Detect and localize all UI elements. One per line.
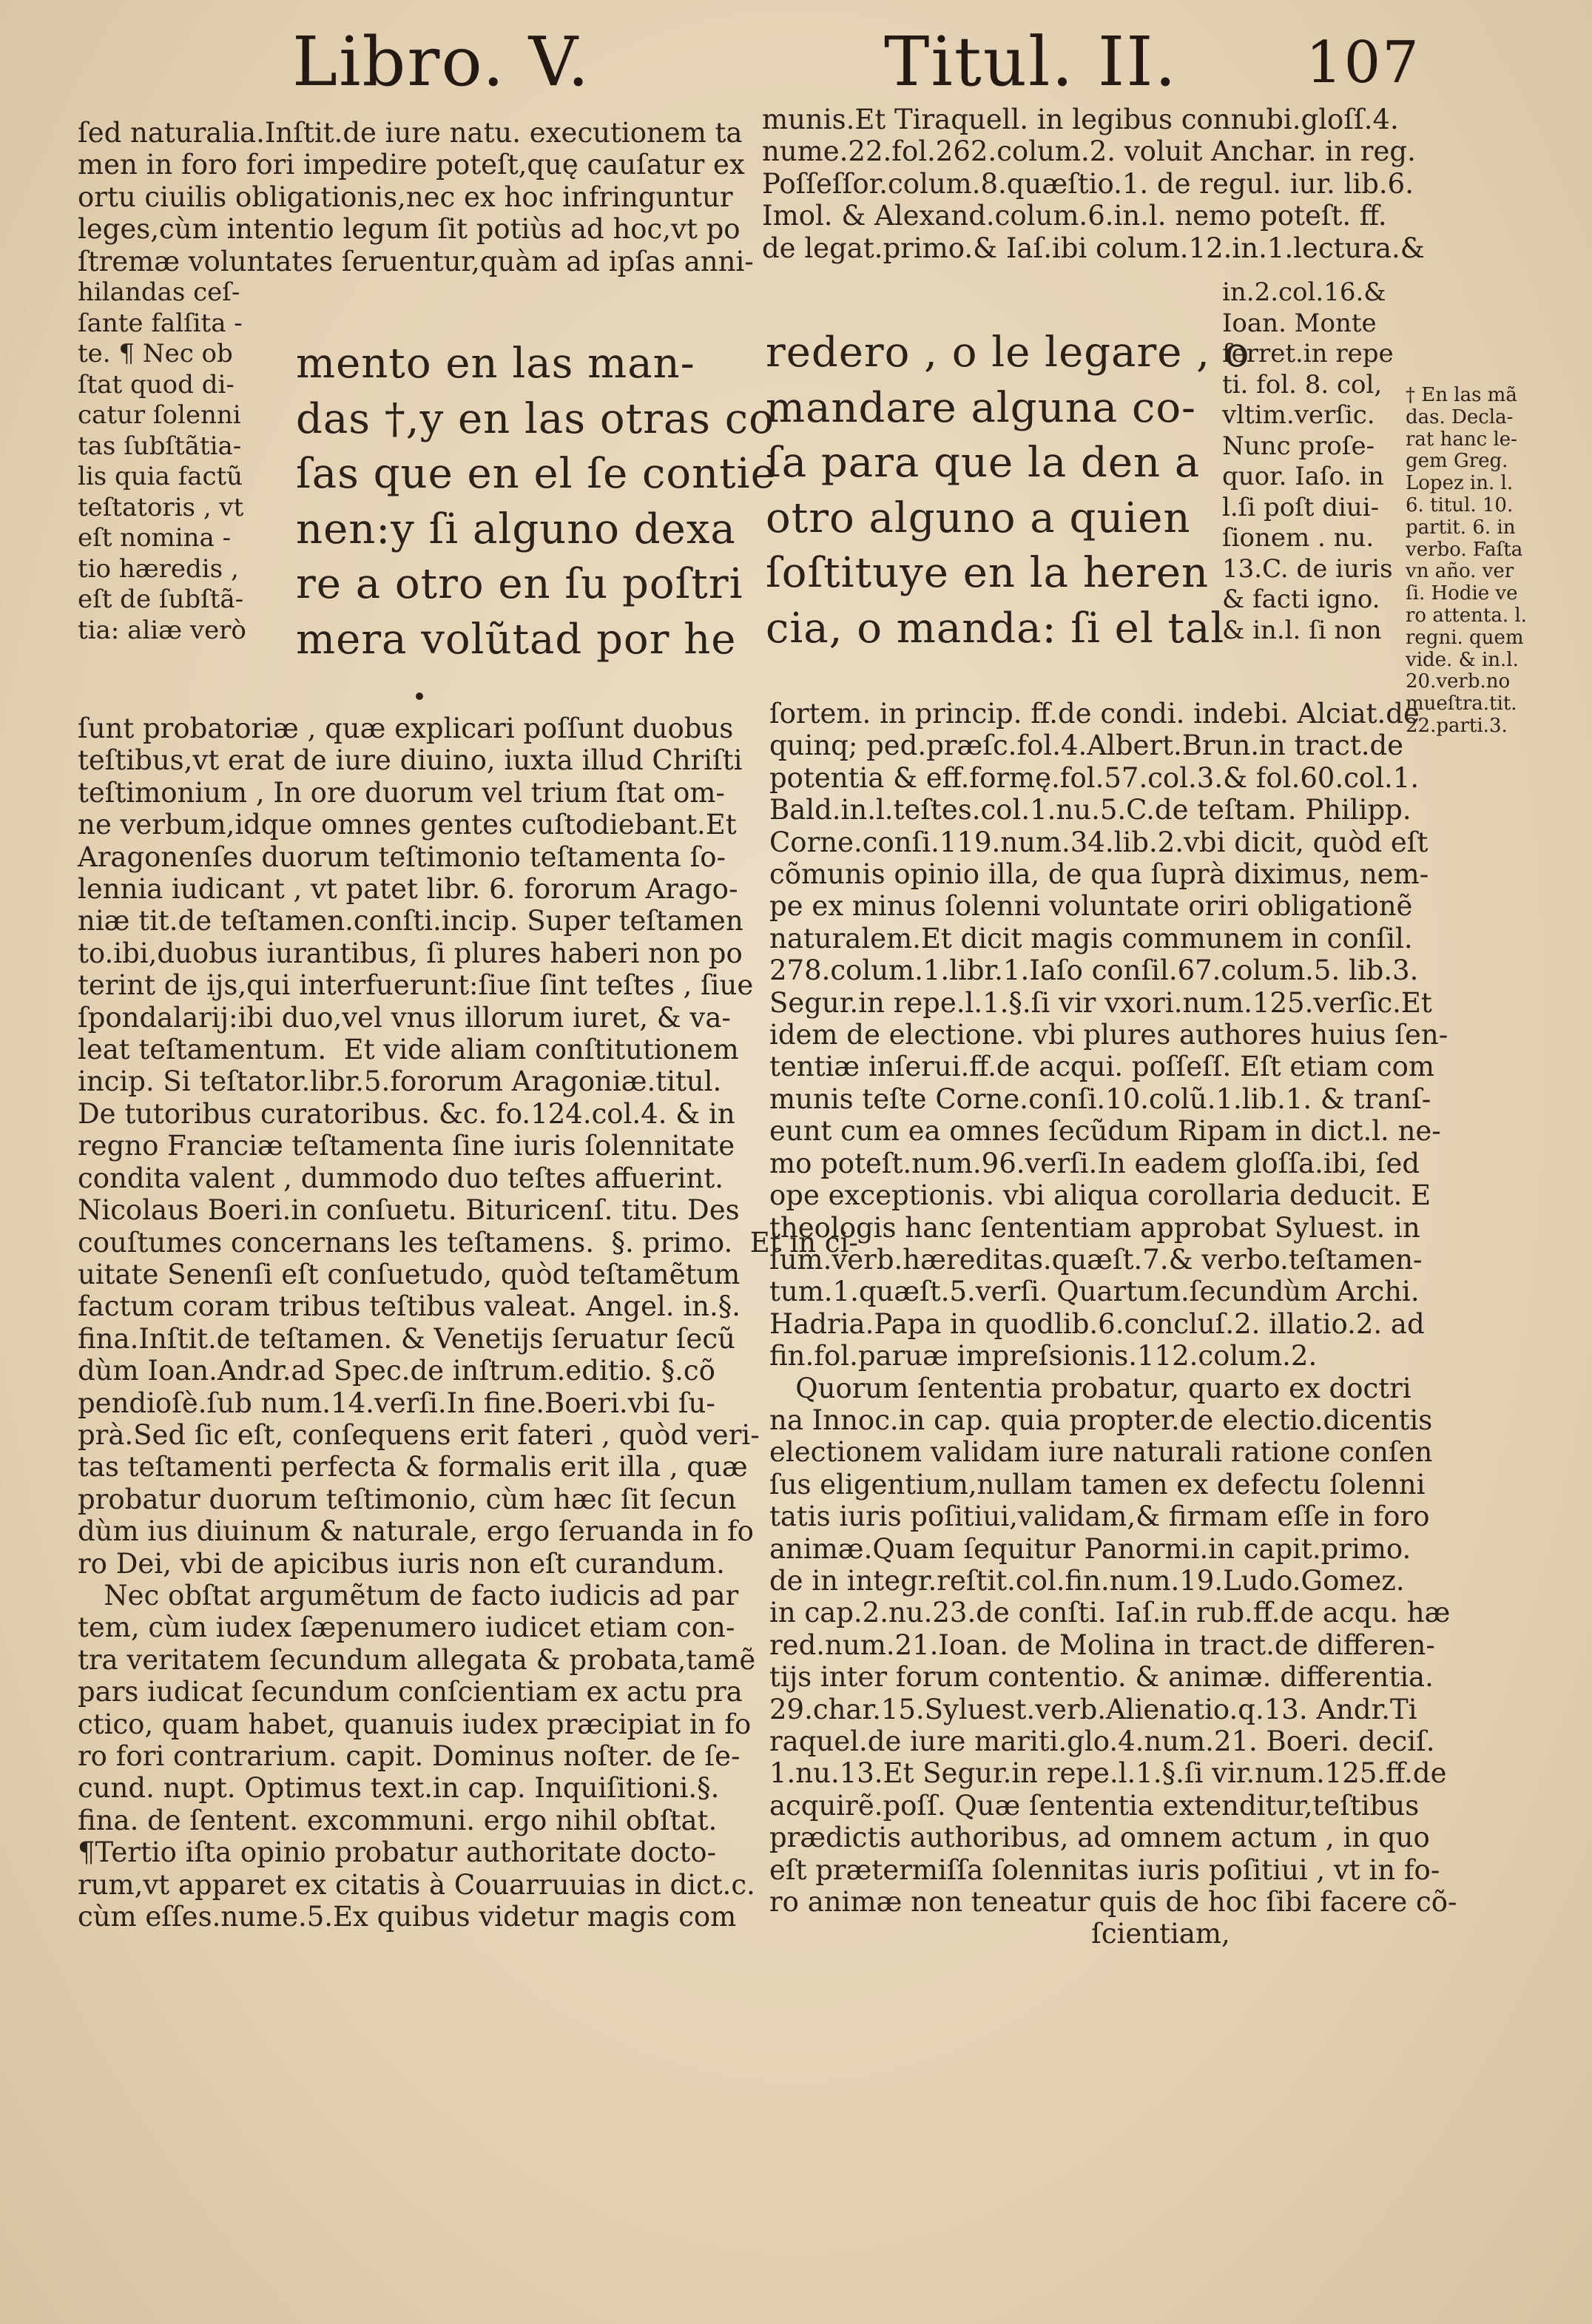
text-line: regni. quem [1406,626,1524,649]
text-line: verbo. Faſta [1406,538,1523,561]
text-line: leges,cùm intentio legum ſit potiùs ad hoc,vt po [78,213,741,246]
text-line: mento en las man- [296,340,695,388]
text-line: tio hæredis , [78,553,239,584]
text-line: eunt cum ea omnes ſecũdum Ripam in dict.l. ne- [769,1115,1441,1148]
text-line: otro alguno a quien [766,494,1191,542]
text-line: fin.fol.paruæ impreſsionis.112.colum.2. [769,1340,1318,1372]
text-line: de in integr.reſtit.col.fin.num.19.Ludo.Gomez. [769,1564,1405,1597]
ornament-dot [416,693,423,700]
text-line: niæ tit.de teſtamen.conſti.incip. Super teſtamen [78,905,743,937]
text-line: pe ex minus ſolenni voluntate oriri obligationẽ [769,890,1413,923]
text-line: to.ibi,duobus iurantibus, ſi plures haberi non po [78,937,743,969]
text-line: mueſtra.tit. [1406,693,1517,715]
text-line: ferret.in repe [1222,339,1394,368]
text-line: naturalem.Et dicit magis communem in conſil. [769,922,1413,954]
text-line: quinq; ped.præſc.fol.4.Albert.Brun.in tract.de [769,730,1404,762]
text-line: ſi. Hodie ve [1406,582,1518,605]
text-line: rum,vt apparet ex citatis à Couarruuias in dict.c. [78,1868,755,1901]
text-line: vltim.verſic. [1222,400,1375,430]
text-line: ſa para que la den a [766,439,1201,487]
text-line: ſortem. in princip. ff.de condi. indebi. Alciat.de [769,698,1420,730]
text-line: cund. nupt. Optimus text.in cap. Inquiſitioni.§. [78,1772,720,1805]
text-line: 278.colum.1.libr.1.Iaſo conſil.67.colum.5. lib.3. [769,954,1419,987]
right-column-top [762,104,1425,264]
text-line: teſtatoris , vt [78,492,244,522]
text-line: theologis hanc ſententiam approbat Syluest. in [769,1211,1420,1244]
text-line: redero , o le legare , o [766,329,1250,377]
text-line: eſt nomina - [78,523,232,553]
text-line: ſante falſita - [78,308,243,338]
text-line: ne verbum,idque omnes gentes cuſtodiebant.Et [78,809,737,841]
text-line: ope exceptionis. vbi aliqua corollaria deducit. E [769,1179,1431,1212]
text-line: Lopez in. l. [1406,472,1514,495]
text-line: Poſſeſſor.colum.8.quæſtio.1. de regul. iur. lib.6. [762,167,1414,200]
text-line: das †,y en las otras co [296,394,775,443]
text-line: partit. 6. in [1406,516,1516,539]
text-line: tia: aliæ verò [78,615,246,645]
left-column-top [78,117,754,277]
text-line: ſed naturalia.Inſtit.de iure natu. executionem ta [78,117,743,149]
text-line: cia, o manda: ſi el tal [766,604,1225,653]
text-line: munis.Et Tiraquell. in legibus connubi.gloſſ.4. [762,104,1399,135]
text-line: tra veritatem ſecundum allegata & probata,tamẽ [78,1643,756,1676]
text-line: ſcientiam, [769,1918,1230,1950]
text-line: mo poteſt.num.96.verſi.In eadem gloſſa.ibi, ſed [769,1147,1420,1179]
text-line: Segur.in repe.l.1.§.ſi vir vxori.num.125.verſic.Et [769,986,1432,1019]
text-line: regno Franciæ teſtamenta ſine iuris ſolennitate [78,1130,735,1162]
text-line: acquirẽ.poſſ. Quæ ſententia extenditur,teſtibus [769,1789,1420,1822]
text-line: 22.parti.3. [1406,714,1508,737]
spanish-law-text-left [296,337,776,667]
spanish-law-text-right [766,326,1249,656]
text-line: terint de ijs,qui interfuerunt:ſiue ſint teſtes , ſiue [78,969,754,1002]
text-line: l.ſi poſt diui- [1222,492,1380,522]
text-line: men in foro fori impedire poteſt,quę cauſatur ex [78,149,745,181]
text-line: tijs inter forum contentio. & animæ. differentia. [769,1661,1434,1694]
text-line: De tutoribus curatoribus. &c. fo.124.col.4. & in [78,1097,735,1130]
text-line: potentia & eff.formę.fol.57.col.3.& fol.60.col.1. [769,761,1420,794]
text-line: † En las mã [1406,384,1517,406]
text-line: incip. Si teſtator.libr.5.fororum Aragoniæ.titul. [78,1065,722,1098]
text-line: ſoſtituye en la heren [766,549,1210,597]
text-line: ortu ciuilis obligationis,nec ex hoc infringuntur [78,181,733,213]
text-line: lis quia factũ [78,462,243,491]
text-line: nen:y ſi alguno dexa [296,505,736,553]
text-line: ro fori contrarium. capit. Dominus noſter. de ſe- [78,1740,741,1772]
text-line: te. ¶ Nec ob [78,339,233,368]
text-line: & in.l. ſi non [1222,615,1382,645]
left-column-narrow [78,277,246,646]
text-line: leat teſtamentum. Et vide aliam conſtitutionem [78,1034,739,1066]
text-line: 13.C. de iuris [1222,553,1393,584]
text-line: Nunc proſe- [1222,431,1375,461]
text-line: hilandas ceſ- [78,277,240,307]
text-line: Quorum ſententia probatur, quarto ex doctri [769,1372,1411,1404]
text-line: prà.Sed ſic eſt, conſequens erit fateri , quòd veri- [78,1418,760,1451]
text-line: 6. titul. 10. [1406,494,1514,516]
text-line: vn año. ver [1406,560,1514,583]
text-line: fina.Inſtit.de teſtamen. & Venetijs ſeruatur ſecũ [78,1322,735,1355]
text-line: nume.22.fol.262.colum.2. voluit Anchar. in reg. [762,135,1416,168]
text-line: 29.char.15.Syluest.verb.Alienatio.q.13. Andr.Ti [769,1693,1417,1725]
text-line: & facti igno. [1222,585,1380,614]
text-line: in cap.2.nu.23.de conſti. Iaſ.in rub.ff.de acqu. hæ [769,1597,1451,1629]
text-line: eſt prætermiſſa ſolennitas iuris poſitiui , vt in fo- [769,1853,1440,1886]
text-line: ro animæ non teneatur quis de hoc ſibi facere cõ- [769,1886,1457,1919]
text-line: red.num.21.Ioan. de Molina in tract.de differen- [769,1629,1435,1661]
text-line: cõmunis opinio illa, de qua ſuprà diximus, nem- [769,858,1429,891]
text-line: Bald.in.l.teſtes.col.1.nu.5.C.de teſtam. Philipp. [769,794,1411,826]
text-line: tas ſubſtãtia- [78,431,242,461]
text-line: pars iudicat ſecundum conſcientiam ex actu pra [78,1676,743,1708]
text-line: 20.verb.no [1406,670,1511,693]
text-line: quor. Iaſo. in [1222,462,1384,491]
text-line: re a otro en ſu poſtri [296,560,743,608]
text-line: ſunt probatoriæ , quæ explicari poſſunt duobus [78,713,734,744]
text-line: ſus eligentium,nullam tamen ex defectu ſolenni [769,1468,1426,1501]
text-line: dùm ius diuinum & naturale, ergo ſeruanda in fo [78,1515,754,1548]
text-line: Nicolaus Boeri.in conſuetu. Bituricenſ. titu. Des [78,1194,740,1227]
text-line: eſt de ſubſtã- [78,585,244,614]
page-number: 107 [1306,30,1420,96]
text-line: ro attenta. l. [1406,604,1527,627]
text-line: ſionem . nu. [1222,523,1375,553]
text-line: Nec obſtat argumẽtum de facto iudicis ad par [78,1579,739,1611]
text-line: raquel.de iure mariti.glo.4.num.21. Boeri. deciſ. [769,1725,1435,1757]
text-line: ro Dei, vbi de apicibus iuris non eſt curandum. [78,1547,725,1580]
text-line: tatis iuris poſitiui,validam,& firmam eſſe in foro [769,1501,1430,1533]
running-head-book: Libro. V. [292,22,591,101]
text-line: condita valent , dummodo duo teſtes affuerint. [78,1162,724,1194]
text-line: munis teſte Corne.conſi.10.colũ.1.lib.1. & tranſ- [769,1082,1431,1115]
text-line: couſtumes concernans les teſtamens. §. primo. Et in ci- [78,1226,858,1259]
text-line: in.2.col.16.& [1222,277,1386,307]
text-line: rat hanc le- [1406,428,1517,451]
left-column-bottom [78,713,858,1933]
text-line: pendioſè.ſub num.14.verſi.In fine.Boeri.vbi ſu- [78,1387,715,1419]
text-line: na Innoc.in cap. quia propter.de electio.dicentis [769,1404,1433,1436]
text-line: ſtat quod di- [78,369,235,400]
text-line: ctico, quam habet, quanuis iudex præcipiat in fo [78,1708,752,1740]
text-line: Aragonenſes duorum teſtimonio teſtamenta ſo- [78,841,726,873]
text-line: cùm eſſes.nume.5.Ex quibus videtur magis com [78,1901,737,1933]
text-line: das. Decla- [1406,405,1514,428]
text-line: tum.1.quæſt.5.verſi. Quartum.ſecundùm Archi. [769,1276,1420,1308]
text-line: vide. & in.l. [1406,648,1519,671]
text-line: tentiæ inſerui.ff.de acqui. poſſeſſ. Eſt etiam com [769,1051,1435,1083]
text-line: ſtremæ voluntates ſeruentur,quàm ad ipſas anni- [78,245,754,277]
text-line: ti. fol. 8. col, [1222,369,1383,400]
text-line: Corne.conſi.119.num.34.lib.2.vbi dicit, quòd eſt [769,826,1429,858]
text-line: lennia iudicant , vt patet libr. 6. fororum Arago- [78,873,738,906]
right-column-bottom [769,698,1457,1950]
text-line: dùm Ioan.Andr.ad Spec.de inſtrum.editio. §.cõ [78,1355,715,1387]
text-line: Ioan. Monte [1222,308,1377,338]
text-line: ſpondalarij:ibi duo,vel vnus illorum iuret, & va- [78,1001,731,1034]
text-line: uitate Senenſi eſt conſuetudo, quòd teſtamẽtum [78,1258,741,1290]
text-line: tas teſtamenti perfecta & formalis erit illa , quæ [78,1451,748,1483]
marginal-note [1406,385,1527,738]
text-line: gem Greg. [1406,450,1508,473]
text-line: idem de electione. vbi plures authores huius ſen- [769,1019,1448,1051]
text-line: fina. de ſentent. excommuni. ergo nihil obſtat. [78,1804,718,1836]
text-line: mera volũtad por he [296,615,737,664]
text-line: ¶Tertio iſta opinio probatur authoritate docto- [78,1836,717,1869]
text-line: mandare alguna co- [766,383,1196,432]
text-line: de legat.primo.& Iaſ.ibi colum.12.in.1.lectura.& [762,232,1425,264]
text-line: ſas que en el ſe contie [296,450,776,498]
text-line: teſtimonium , In ore duorum vel trium ſtat om- [78,776,725,809]
text-line: factum coram tribus teſtibus valeat. Angel. in.§. [78,1290,741,1323]
text-line: Imol. & Alexand.colum.6.in.l. nemo poteſt. ff. [762,200,1387,232]
text-line: teſtibus,vt erat de iure diuino, iuxta illud Chriſti [78,744,743,777]
text-line: catur ſolenni [78,400,241,430]
text-line: prædictis authoribus, ad omnem actum , in quo [769,1822,1430,1854]
text-line: ſum.verb.hæreditas.quæſt.7.& verbo.teſtamen- [769,1243,1423,1276]
text-line: Hadria.Papa in quodlib.6.concluſ.2. illatio.2. ad [769,1307,1425,1340]
text-line: animæ.Quam ſequitur Panormi.in capit.primo. [769,1532,1411,1565]
running-head-title: Titul. II. [884,22,1178,101]
text-line: tem, cùm iudex ſæpenumero iudicet etiam con- [78,1611,735,1644]
text-line: probatur duorum teſtimonio, cùm hæc ſit ſecun [78,1483,737,1515]
text-line: electionem validam iure naturali ratione conſen [769,1436,1433,1469]
text-line: 1.nu.13.Et Segur.in repe.l.1.§.ſi vir.num.125.ff.de [769,1757,1447,1790]
